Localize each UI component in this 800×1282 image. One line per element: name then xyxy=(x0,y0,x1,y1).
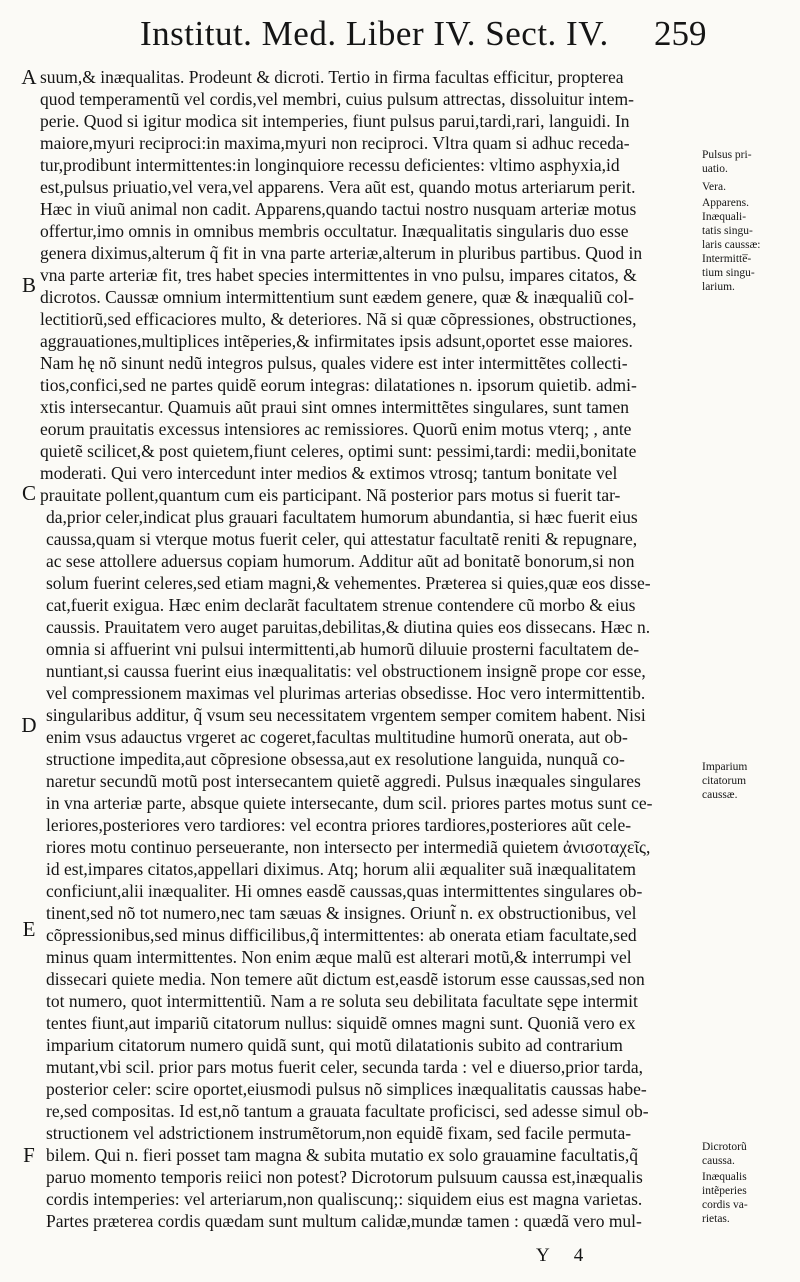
margin-note: Imparium xyxy=(702,761,748,773)
margin-note: citatorum xyxy=(702,775,747,787)
text-line: da,prior celer,indicat plus grauari facultatem humorum abundantia, si hæc fuerit eius xyxy=(46,507,638,527)
text-line: suum,& inæqualitas. Prodeunt & dicroti. Tertio in firma facultas efficitur, propterea xyxy=(40,67,624,87)
margin-note: Inæqualis xyxy=(702,1171,747,1183)
margin-note: cordis va- xyxy=(702,1199,748,1211)
text-line: quietẽ scilicet,& post quietem,fiunt celeres, optimi sunt: pessimi,tardi: medii,bonitate xyxy=(40,441,637,461)
text-line: ac sese attollere aduersus copiam humorum. Additur aũt ad bonitatẽ bonorum,si non xyxy=(46,551,635,571)
text-line: dissecari quiete media. Non temere aũt dictum est,easdẽ istorum esse caussas,sed non xyxy=(46,969,645,989)
running-head: Institut. Med. Liber IV. Sect. IV. xyxy=(140,14,609,53)
margin-note: Vera. xyxy=(702,181,726,193)
signature-mark: Y 4 xyxy=(536,1245,594,1266)
text-line: naretur secundũ motũ post intersecantem quietẽ aggredi. Pulsus inæquales singulares xyxy=(46,771,641,791)
page-number: 259 xyxy=(654,14,707,53)
text-line: Nam hę nõ sinunt nedũ integros pulsus, quales videre est inter intermittẽtes collecti- xyxy=(40,353,628,373)
text-line: eorum prauitatis excessus intensiores ac remissiores. Quorũ enim motus vterq; , ante xyxy=(40,419,632,439)
text-line: caussis. Prauitatem vero auget paruitas,debilitas,& diutina quies eos dissecans. Hæc n. xyxy=(46,617,651,637)
text-line: riores motu continuo perseuerante, non intersecto per intermediã quietem ἀνισοταχεῖς, xyxy=(46,837,651,857)
text-line: id est,impares citatos,appellari diximus. Atq; horum alii æqualiter suã inæqualitatem xyxy=(46,859,637,879)
text-line: cõpressionibus,sed minus difficilibus,q̃ intermittentes: ab onerata etiam facultate,sed xyxy=(46,925,637,945)
margin-note: caussa. xyxy=(702,1155,735,1167)
text-line: aggrauationes,multiplices intẽperies,& infirmitates ipsis adsunt,oportet esse maiores. xyxy=(40,331,633,351)
margin-note: Inæquali- xyxy=(702,211,747,223)
text-line: leriores,posteriores vero tardiores: vel econtra priores tardiores,posteriores aũt cele- xyxy=(46,815,632,835)
text-line: tinent,sed nõ tot numero,nec tam sæuas & insignes. Oriunt̃ n. ex obstructionibus, vel xyxy=(46,903,637,923)
section-letter-f: F xyxy=(23,1143,35,1167)
margin-note: larium. xyxy=(702,281,735,293)
margin-note: Intermitte̅- xyxy=(702,253,752,265)
text-line: conficiunt,alii inæqualiter. Hi omnes easdẽ caussas,quas intermittentes singulares ob- xyxy=(46,881,643,901)
text-line: lectitiorũ,sed efficaciores multo, & deteriores. Nã si quæ cõpressiones, obstructiones, xyxy=(40,309,637,329)
text-line: cat,fuerit exigua. Hæc enim declarãt facultatem strenue contendere cũ morbo & eius xyxy=(46,595,636,615)
section-letter-b: B xyxy=(21,273,36,297)
text-line: Hæc in viuũ animal non cadit. Apparens,quando tactui nostro nusquam arteriæ motus xyxy=(40,199,637,219)
margin-note: Dicrotorũ xyxy=(702,1141,747,1153)
text-line: offertur,imo omnis in omnibus membris occultatur. Inæqualitatis singularis duo esse xyxy=(40,221,629,241)
text-line: caussa,quam si vterque motus fuerit celer, qui attestatur facultatẽ reniti & repugnare, xyxy=(46,529,638,549)
text-line: enim vsus adauctus vrgeret ac cogeret,facultas multitudine humorũ onerata, aut ob- xyxy=(46,727,628,747)
text-line: Partes præterea cordis quædam sunt multum calidæ,mundæ tamen : quædã vero mul- xyxy=(46,1211,642,1231)
text-line: vel compressionem maximas vel plurimas arterias obsedisse. Hoc vero intermittentib. xyxy=(46,683,646,703)
text-line: prauitate pollent,quantum cum eis participant. Nã posterior pars motus si fuerit tar- xyxy=(40,485,621,505)
margin-note: laris caussæ: xyxy=(702,239,761,251)
section-letter-d: D xyxy=(21,713,37,737)
margin-note: intẽperies xyxy=(702,1185,747,1197)
text-line: est,pulsus priuatio,vel vera,vel apparens. Vera aũt est, quando motus arteriarum perit. xyxy=(40,177,636,197)
margin-note: tatis singu- xyxy=(702,225,753,237)
text-line: solum fuerint celeres,sed etiam magni,& vehementes. Præterea si quies,quæ eos disse- xyxy=(46,573,651,593)
text-line: minus quam intermittentes. Non enim æque malũ est alterari motũ,& interrumpi vel xyxy=(46,947,632,967)
text-line: posterior celer: scire oportet,eiusmodi pulsus nõ simplices inæqualitatis caussas habe- xyxy=(46,1079,647,1099)
text-line: genera diximus,alterum q̃ fit in vna parte arteriæ,alterum in pluribus partibus. Quod in xyxy=(40,243,643,263)
text-line: in vna arteriæ parte, absque quiete intersecante, dum scil. priores partes motus sunt ce- xyxy=(46,793,653,813)
text-line: mutant,vbi scil. prior pars motus fuerit celer, secunda tarda : vel e diuerso,prior tarda, xyxy=(46,1057,644,1077)
text-line: tios,confici,sed ne partes quidẽ eorum integras: dilatationes n. ipsorum quietib. admi- xyxy=(40,375,637,395)
margin-note: uatio. xyxy=(702,163,728,175)
text-line: xtis intersecantur. Quamuis aũt praui sint omnes intermittẽtes singulares, sunt tamen xyxy=(40,397,630,417)
margin-note: tium singu- xyxy=(702,267,755,279)
text-line: quod temperamentũ vel cordis,vel membri, cuius pulsum attrectas, dissoluitur intem- xyxy=(40,89,634,109)
text-line: maiore,myuri reciproci:in maxima,myuri non reciproci. Vltra quam si adhuc receda- xyxy=(40,133,630,153)
text-line: moderati. Qui vero intercedunt inter medios & extimos vtrosq; tantum bonitate vel xyxy=(40,463,618,483)
text-line: nuntiant,si caussa fuerint eius inæqualitatis: vel obstructionem insignẽ prope cor esse, xyxy=(46,661,646,681)
text-line: omnia si affuerint vni pulsui intermittenti,ab humorũ diluuie prosterni facultatem de- xyxy=(46,639,640,659)
section-letter-e: E xyxy=(22,917,36,941)
text-line: bilem. Qui n. fieri posset tam magna & subita mutatio ex solo grauamine facultatis,q̃ xyxy=(46,1145,638,1165)
section-letter-a: A xyxy=(21,65,37,89)
text-line: structionem vel adstrictionem instrumẽtorum,non equidẽ fixam, sed facile permuta- xyxy=(46,1123,632,1143)
text-line: structione impedita,aut cõpresione obsessa,aut ex resolutione languida, nunquã co- xyxy=(46,749,625,769)
text-line: singularibus additur, q̃ vsum seu necessitatem vrgentem semper comitem habent. Nisi xyxy=(46,705,646,725)
text-line: perie. Quod si igitur modica sit intemperies, fiunt pulsus parui,tardi,rari, languidi. In xyxy=(40,111,630,131)
text-line: imparium citatorum numero quidã sunt, qui motũ dilatationis subito ad contrarium xyxy=(46,1035,623,1055)
text-line: vna parte arteriæ fit, tres habet species intermittentes in vno pulsu, impares citatos, & xyxy=(40,265,637,285)
section-letter-c: C xyxy=(21,481,36,505)
text-line: paruo momento temporis reiici non potest? Dicrotorum pulsuum caussa est,inæqualis xyxy=(46,1167,643,1187)
text-line: tot numero, quot intermittentiũ. Nam a re soluta seu debilitata facultate sępe intermit xyxy=(46,991,638,1011)
margin-note: Apparens. xyxy=(702,197,749,209)
text-line: tentes fiunt,aut impariũ citatorum nullus: siquidẽ omnes magni sunt. Quoniã vero ex xyxy=(46,1013,636,1033)
margin-note: caussæ. xyxy=(702,789,738,801)
text-line: tur,prodibunt intermittentes:in longinquiore recessu deficientes: vltimo asphyxia,id xyxy=(40,155,620,175)
text-line: re,sed compositas. Id est,nõ tantum a grauata facultate proficisci, sed adesse simul ob- xyxy=(46,1101,649,1121)
margin-note: rietas. xyxy=(702,1213,730,1225)
text-line: cordis intemperies: vel arteriarum,non qualiscunq;: siquidem eius est magna varietas. xyxy=(46,1189,643,1209)
text-line: dicrotos. Caussæ omnium intermittentium sunt eædem genere, quæ & inæqualiũ col- xyxy=(40,287,634,307)
margin-note: Pulsus pri- xyxy=(702,149,752,161)
